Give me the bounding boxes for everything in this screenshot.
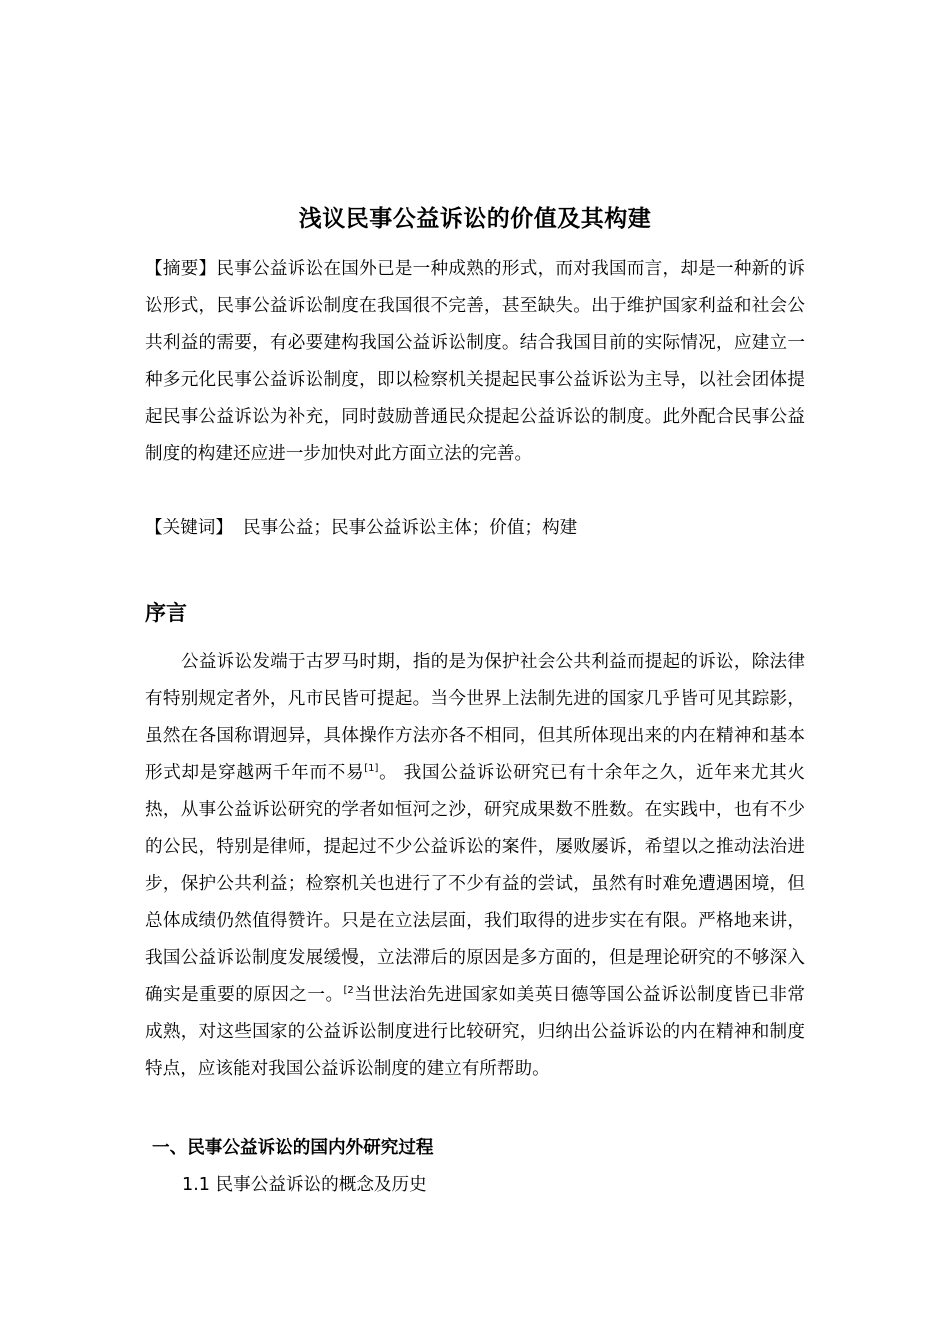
keywords-label: 【关键词】 bbox=[145, 518, 233, 538]
abstract-paragraph: 【摘要】民事公益诉讼在国外已是一种成熟的形式，而对我国而言，却是一种新的诉讼形式，民事公益诉讼制度在我国很不完善，甚至缺失。出于维护国家利益和社会公共利益的需要，有必要建构我国公益诉讼制度。结合我国目前的实际情况，应建立一种多元化民事公益诉讼制度，即以检察机关提起民事公益诉讼为主导，以社会团体提起民事公益诉讼为补充，同时鼓励普通民众提起公益诉讼的制度。此外配合民事公益制度的构建还应进一步加快对此方面立法的完善。 bbox=[145, 259, 805, 464]
citation-ref-1: [1] bbox=[364, 763, 379, 774]
citation-ref-2: [2 bbox=[343, 985, 354, 996]
preface-text-part2: 。 我国公益诉讼研究已有十余年之久，近年来尤其火热，从事公益诉讼研究的学者如恒河之沙，研究成果数不胜数。在实践中，也有不少的公民，特别是律师，提起过不少公益诉讼的案件，屡败屡诉，希望以之推动法治进步，保护公共利益；检察机关也进行了不少有益的尝试，虽然有时难免遭遇困境，但总体成绩仍然值得赞许。只是在立法层面，我们取得的进步实在有限。严格地来讲，我国公益诉讼制度发展缓慢，立法滞后的原因是多方面的，但是理论研究的不够深入确实是重要的原因之一。 bbox=[145, 763, 805, 1005]
keywords-text: 民事公益；民事公益诉讼主体；价值；构建 bbox=[242, 518, 578, 538]
section-1-heading: 一、民事公益诉讼的国内外研究过程 bbox=[152, 1138, 434, 1158]
preface-text-part3: 当世法治先进国家如美英日德等国公益诉讼制度皆已非常成熟，对这些国家的公益诉讼制度进行比较研究，归纳出公益诉讼的内在精神和制度特点，应该能对我国公益诉讼制度的建立有所帮助。 bbox=[145, 985, 805, 1079]
preface-paragraph bbox=[145, 644, 805, 1088]
preface-heading: 序言 bbox=[145, 601, 187, 625]
subsection-1-1-heading: 1.1 民事公益诉讼的概念及历史 bbox=[182, 1175, 427, 1195]
keywords-line bbox=[145, 510, 577, 547]
document-title: 浅议民事公益诉讼的价值及其构建 bbox=[298, 206, 652, 232]
preface-text-part1: 公益诉讼发端于古罗马时期，指的是为保护社会公共利益而提起的诉讼，除法律有特别规定者外，凡市民皆可提起。当今世界上法制先进的国家几乎皆可见其踪影，虽然在各国称谓迥异，具体操作方法亦各不相同，但其所体现出来的内在精神和基本形式却是穿越两千年而不易 bbox=[145, 652, 805, 783]
